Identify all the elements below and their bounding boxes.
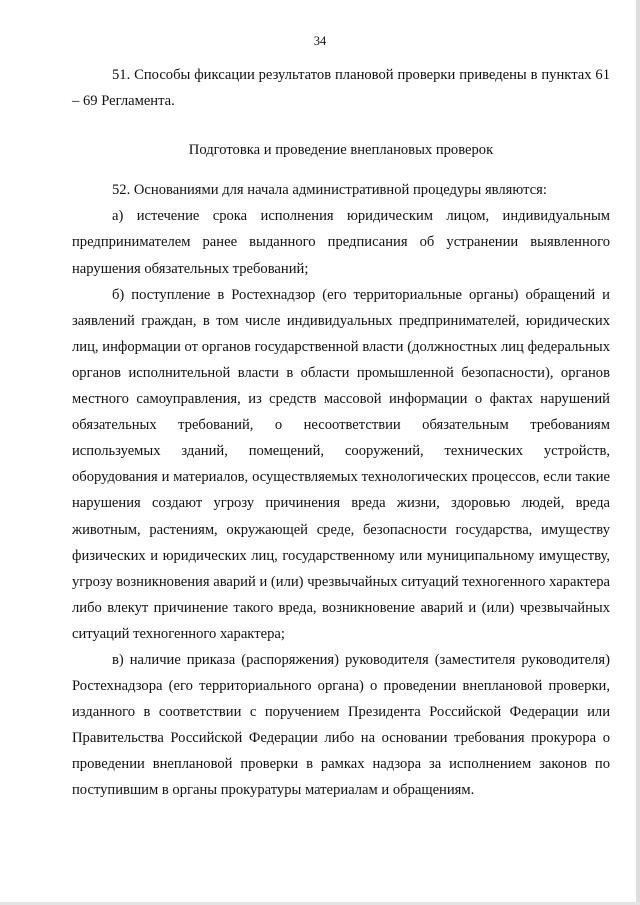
page-number: 34	[313, 34, 327, 48]
spacer	[72, 114, 610, 122]
clause-v: в) наличие приказа (распоряжения) руководителя (заместителя руководителя) Ростехнадзора (его территориального органа) о проведении внеплановой проверки, изданного в соответствии с поручением Президента Российской Федерации или Правительства Российской Федерации либо на основании требования прокурора о проведении внеплановой проверки в рамках надзора за исполнением законов по поступившим в органы прокуратуры материалам и обращениям.	[72, 651, 610, 799]
paragraph-51: 51. Способы фиксации результатов плановой проверки приведены в пунктах 61 – 69 Регламента.	[72, 67, 610, 110]
clause-b: б) поступление в Ростехнадзор (его территориальные органы) обращений и заявлений граждан, в том числе индивидуальных предпринимателей, юридических лиц, информации от органов государственной власти (должностных лиц федеральных органов исполнительной власти в области промышленной безопасности), органов местного самоуправления, из средств массовой информации о фактах нарушений обязательных требований, о несоответствии обязательным требованиям используемых зданий, помещений, сооружений, технических устройств, оборудования и материалов, осуществляемых технологических процессов, если такие нарушения создают угрозу причинения вреда жизни, здоровью людей, вреда животным, растениям, окружающей среде, безопасности государства, имуществу физических и юридических лиц, государственному или муниципальному имуществу, угрозу возникновения аварий и (или) чрезвычайных ситуаций техногенного характера либо влекут причинение такого вреда, возникновение аварий и (или) чрезвычайных ситуаций техногенного характера;	[72, 286, 610, 642]
paragraph-52: 52. Основаниями для начала административной процедуры являются:	[112, 182, 547, 199]
scan-edge-right	[636, 0, 640, 905]
clause-a: а) истечение срока исполнения юридическим лицом, индивидуальным предпринимателем ранее выданного предписания об устранении выявленного нарушения обязательных требований;	[72, 208, 610, 277]
section-heading: Подготовка и проведение внеплановых проверок	[188, 142, 494, 159]
document-body	[72, 62, 610, 804]
